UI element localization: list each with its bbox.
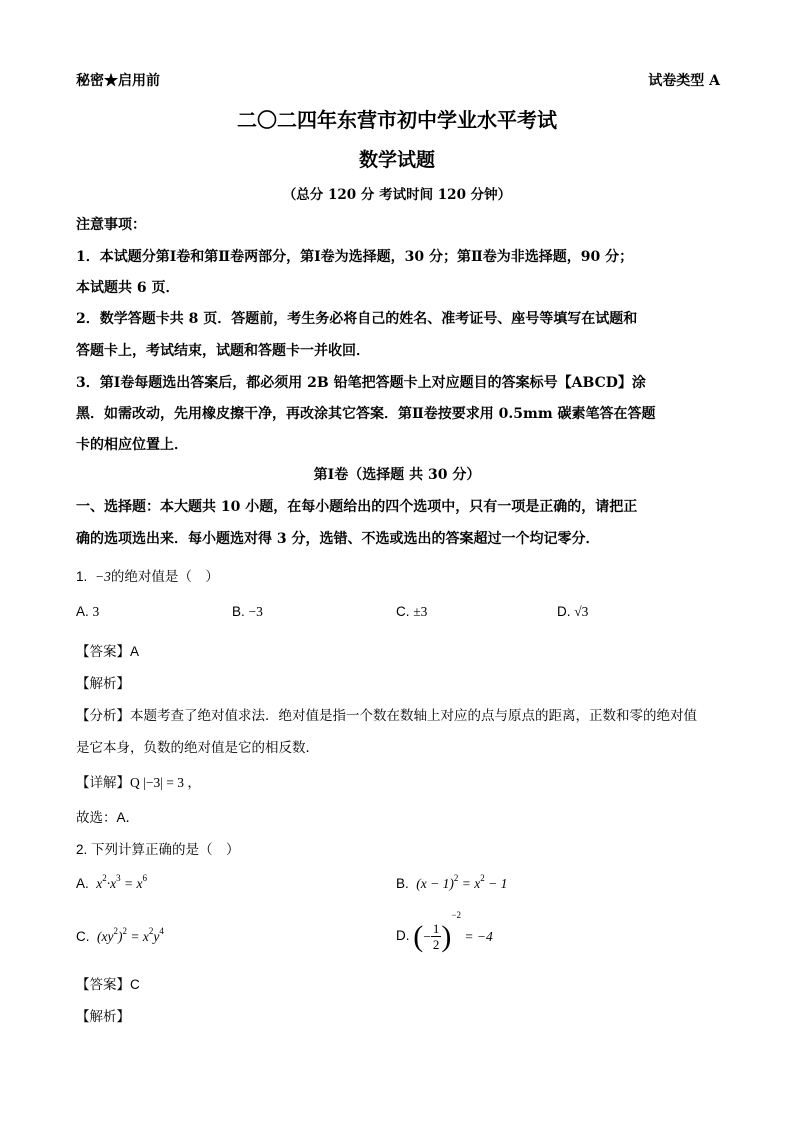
- subject-title: 数学试题: [358, 149, 435, 171]
- analysis-label: 【解析】: [76, 676, 130, 691]
- notes-line: 2．数学答题卡共 8 页．答题前，考生务必将自己的姓名、准考证号、座号等填写在试题和: [76, 311, 638, 327]
- question-2-stem: 2. 下列计算正确的是（ ）: [76, 842, 240, 857]
- exam-title: 二〇二四年东营市初中学业水平考试: [237, 108, 557, 132]
- analysis-label: 【解析】: [76, 1009, 130, 1024]
- analysis-text: 【分析】本题考查了绝对值求法．绝对值是指一个数在数轴上对应的点与原点的距离，正数和零的绝对值: [76, 708, 697, 723]
- question-1-stem: [76, 565, 219, 585]
- answer-line: 【答案】A: [76, 644, 140, 659]
- section-title: 第Ⅰ卷（选择题 共 30 分）: [313, 467, 481, 483]
- question-number: 1.: [76, 569, 88, 584]
- notes-line: 卡的相应位置上．: [76, 437, 188, 453]
- option-d: D. (− $\frac{1}{2}$ )$^{-2}$ = −4: [396, 910, 493, 953]
- option-c: C. ±3: [396, 604, 428, 619]
- detail-line: 【详解】Q |−3| = 3 ，: [76, 775, 201, 790]
- confidential-label: 秘密★启用前: [76, 73, 160, 89]
- notes-line: 本试题共 6 页．: [76, 280, 180, 296]
- conclusion-line: 故选：A．: [76, 810, 140, 825]
- option-d: D. √3: [557, 604, 589, 619]
- option-a: A. 3: [76, 604, 100, 619]
- paper-type-label: 试卷类型 A: [648, 73, 720, 89]
- notes-line: 1．本试题分第Ⅰ卷和第Ⅱ卷两部分，第Ⅰ卷为选择题，30 分；第Ⅱ卷为非选择题，90 分；: [76, 249, 634, 265]
- option-b: B. −3: [232, 604, 263, 619]
- section-intro: 确的选项选出来．每小题选对得 3 分，选错、不选或选出的答案超过一个均记零分．: [76, 531, 600, 547]
- notes-heading: 注意事项：: [76, 217, 146, 233]
- exam-info: （总分 120 分 考试时间 120 分钟）: [282, 187, 512, 203]
- notes-line: 3．第Ⅰ卷每题选出答案后，都必须用 2B 铅笔把答题卡上对应题目的答案标号【ABCD】涂: [76, 375, 646, 391]
- notes-line: 答题卡上，考试结束，试题和答题卡一并收回．: [76, 343, 370, 359]
- math-expression: −3: [95, 569, 111, 584]
- section-intro: 一、选择题：本大题共 10 小题，在每小题给出的四个选项中，只有一项是正确的，请把正: [76, 499, 638, 515]
- question-text: 的绝对值是（ ）: [110, 569, 219, 584]
- analysis-text: 是它本身，负数的绝对值是它的相反数．: [76, 740, 319, 755]
- notes-line: 黑．如需改动，先用橡皮擦干净，再改涂其它答案．第Ⅱ卷按要求用 0.5mm 碳素笔答在答题: [76, 406, 656, 422]
- option-a: A. $x^2\cdot x^3 = x^6$: [76, 873, 147, 891]
- answer-line: 【答案】C: [76, 977, 140, 992]
- option-b: B. $(x - 1)^2 = x^2 - 1$: [396, 873, 508, 891]
- option-c: C. $(xy^2)^2 = x^2y^4$: [76, 926, 164, 944]
